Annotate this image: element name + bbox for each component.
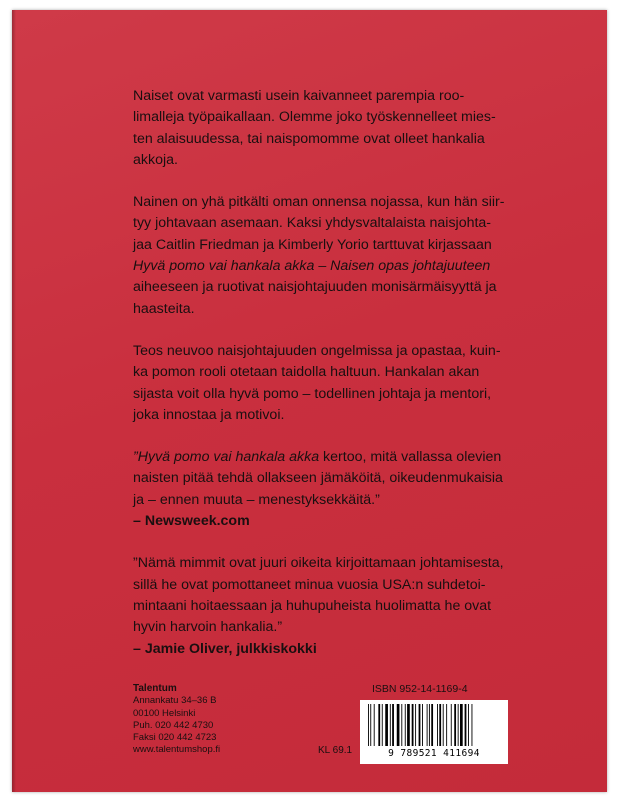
quote-jamie-oliver <box>133 553 518 638</box>
blurb-text <box>133 86 518 681</box>
p1-line: Naiset ovat varmasti usein kaivanneet parempia roo- <box>133 88 465 104</box>
quote-line: kertoo, mitä vallassa olevien <box>319 449 502 466</box>
classification-code: KL 69.1 <box>318 745 353 756</box>
p1-line: akkoja. <box>133 151 178 168</box>
quote-line: sillä he ovat pomottaneet minua vuosia USA:n suhdetoi- <box>133 576 486 593</box>
p3-line: ka pomon rooli otetaan taidolla haltuun. Hankalan akan <box>133 364 480 381</box>
publisher-website: www.talentumshop.fi <box>133 744 221 756</box>
quote-newsweek <box>133 447 518 511</box>
p2-line: jaa Caitlin Friedman ja Kimberly Yorio tarttuvat kirjassaan <box>133 236 492 253</box>
p3-line: joka innostaa ja motivoi. <box>133 406 285 423</box>
publisher-name: Talentum <box>133 683 177 694</box>
book-title-italic: Hyvä pomo vai hankala akka – Naisen opas johtajuuteen <box>133 258 491 275</box>
p2-line: Nainen on yhä pitkälti oman onnensa nojassa, kun hän siir- <box>133 194 505 211</box>
quote-line: hyvin harvoin hankalia.” <box>133 619 283 636</box>
p1-line: ten alaisuudessa, tai naispomomme ovat olleet hankalia <box>133 130 485 147</box>
p2-line: tyy johtavaan asemaan. Kaksi yhdysvaltalaista naisjohta- <box>133 215 492 232</box>
barcode-bars <box>366 704 502 748</box>
attribution-newsweek: – Newsweek.com <box>133 513 250 530</box>
publisher-phone: Puh. 020 442 4730 <box>133 719 214 731</box>
p3-line: sijasta voit olla hyvä pomo – todellinen johtaja ja mentori, <box>133 385 492 402</box>
isbn-label: ISBN 952-14-1169-4 <box>372 683 468 695</box>
attribution-jamie-oliver: – Jamie Oliver, julkkiskokki <box>133 640 317 657</box>
publisher-address-street: Annankatu 34–36 B <box>133 695 217 707</box>
publisher-fax: Faksi 020 442 4723 <box>133 732 217 744</box>
quote-line: ja – ennen muuta – menestyksekkäitä.” <box>133 491 380 508</box>
paragraph-1 <box>133 86 518 171</box>
quote-line: naisten pitää tehdä ollakseen jämäköitä, oikeudenmukaisia <box>133 470 503 487</box>
publisher-address-city: 00100 Helsinki <box>133 707 196 719</box>
barcode-number: 9 789521 411694 <box>388 748 480 759</box>
p3-line: Teos neuvoo naisjohtajuuden ongelmissa ja opastaa, kuin- <box>133 342 501 359</box>
p2-line: haasteita. <box>133 300 195 317</box>
quote-line: ”Nämä mimmit ovat juuri oikeita kirjoittamaan johtamisesta, <box>133 555 504 572</box>
p2-line: aiheeseen ja ruotivat naisjohtajuuden monisärmäisyyttä ja <box>133 279 497 296</box>
quote-title-italic: ”Hyvä pomo vai hankala akka <box>133 449 320 466</box>
quote-line: mintaani hoitaessaan ja huhupuheista huolimatta he ovat <box>133 597 492 614</box>
publisher-info <box>133 683 220 757</box>
barcode <box>360 700 508 764</box>
paragraph-2 <box>133 192 518 320</box>
cover-edge-shadow <box>12 10 16 792</box>
p1-line: limalleja työpaikallaan. Olemme joko työskennelleet mies- <box>133 109 496 126</box>
paragraph-3 <box>133 341 518 426</box>
